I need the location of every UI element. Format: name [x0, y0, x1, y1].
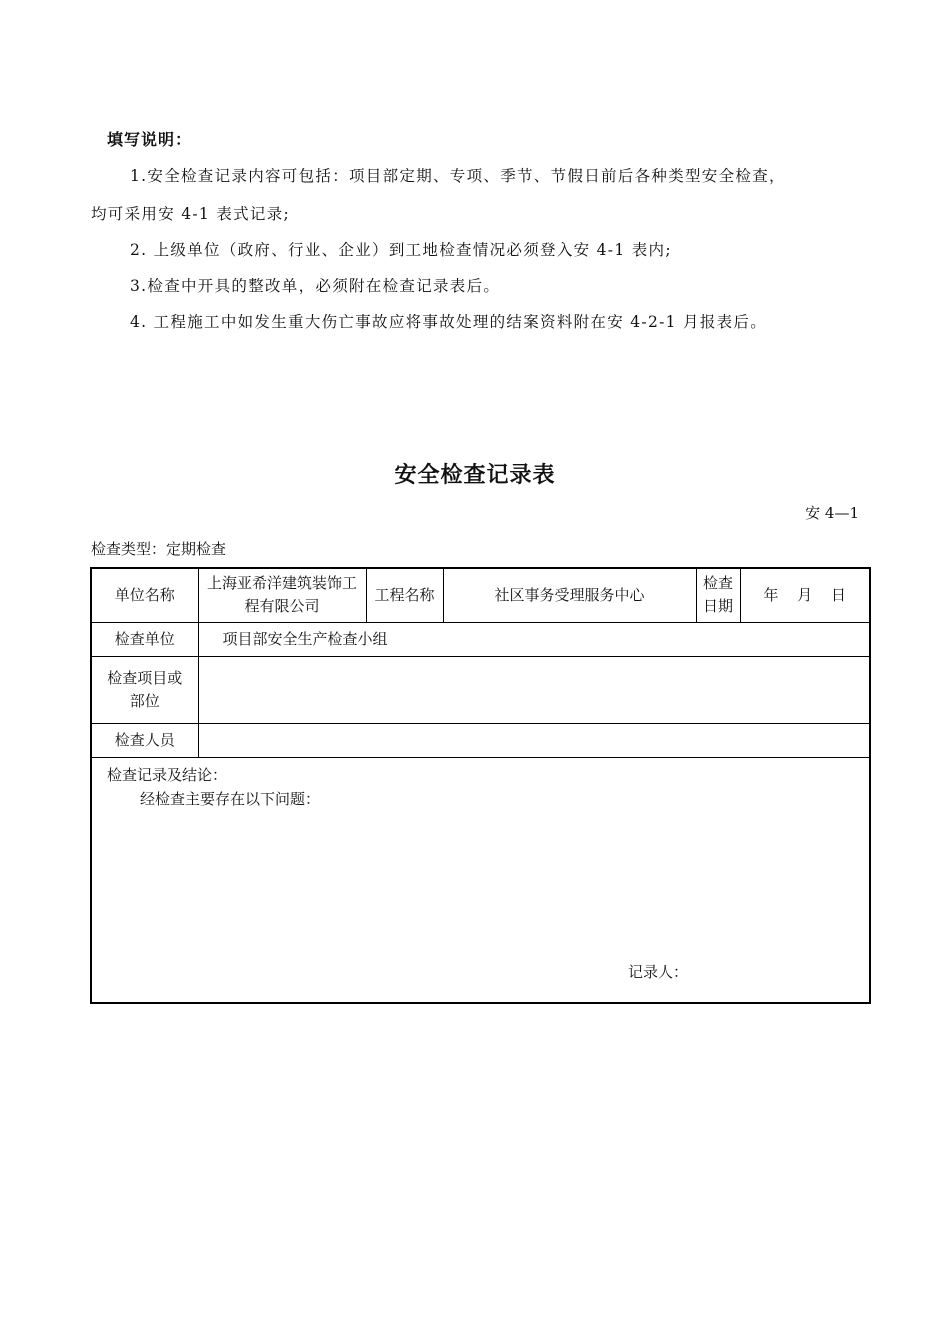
- record-label: 检查记录及结论：: [107, 765, 228, 784]
- unit-name-value: 上海亚希洋建筑装饰工程有限公司: [198, 568, 366, 622]
- check-item-label: 检查项目或部位: [91, 656, 198, 723]
- instruction-item-1-cont: 均可采用安 4-1 表式记录;: [91, 205, 291, 223]
- recorder-label: 记录人：: [628, 962, 689, 981]
- date-day: 日: [831, 585, 847, 604]
- form-title: 安全检查记录表: [394, 463, 556, 488]
- inspector-label: 检查人员: [91, 723, 198, 757]
- instruction-item-1: 1.安全检查记录内容可包括：项目部定期、专项、季节、节假日前后各种类型安全检查，: [130, 167, 786, 185]
- check-date-value: [740, 568, 870, 622]
- record-body: 经检查主要存在以下问题：: [140, 789, 321, 808]
- instruction-item-3: 3.检查中开具的整改单，必须附在检查记录表后。: [130, 277, 501, 295]
- date-month: 月: [797, 585, 813, 604]
- inspection-record-table: [90, 567, 871, 1004]
- unit-name-label: 单位名称: [91, 568, 198, 622]
- instruction-item-4: 4. 工程施工中如发生重大伤亡事故应将事故处理的结案资料附在安 4-2-1 月报表后。: [130, 313, 768, 331]
- inspector-value: [198, 723, 870, 757]
- project-name-value: 社区事务受理服务中心: [443, 568, 696, 622]
- instructions-title: 填写说明：: [107, 130, 193, 149]
- record-conclusion-cell: [91, 757, 870, 1003]
- form-code: 安 4—1: [805, 504, 859, 522]
- inspecting-unit-value: 项目部安全生产检查小组: [198, 622, 870, 656]
- date-year: 年: [763, 585, 779, 604]
- check-item-value: [198, 656, 870, 723]
- instruction-item-2: 2. 上级单位（政府、行业、企业）到工地检查情况必须登入安 4-1 表内;: [130, 241, 672, 259]
- project-name-label: 工程名称: [366, 568, 443, 622]
- inspecting-unit-label: 检查单位: [91, 622, 198, 656]
- check-type: 检查类型：定期检查: [91, 540, 227, 558]
- check-date-label: 检查日期: [696, 568, 740, 622]
